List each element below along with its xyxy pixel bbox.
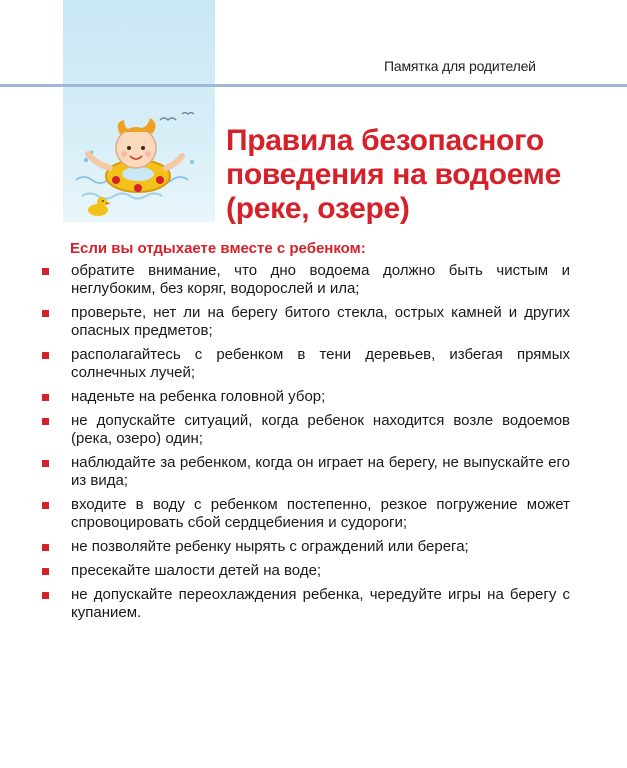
list-item [42, 496, 570, 532]
red-square-bullet-icon [42, 568, 49, 575]
list-item [42, 412, 570, 448]
header-label: Памятка для родителей [384, 58, 536, 74]
rule-text: входите в воду с ребенком постепенно, резкое погружение может спровоцировать сбой сердцебиения и судороги; [71, 496, 570, 531]
title-line: поведения на водоеме [226, 158, 561, 191]
rule-text: наблюдайте за ребенком, когда он играет на берегу, не выпускайте его из вида; [71, 454, 570, 489]
list-item [42, 346, 570, 382]
rule-text: проверьте, нет ли на берегу битого стекла, острых камней и других опасных предметов; [71, 304, 570, 339]
red-square-bullet-icon [42, 352, 49, 359]
red-square-bullet-icon [42, 544, 49, 551]
red-square-bullet-icon [42, 502, 49, 509]
list-item [42, 586, 570, 622]
list-item [42, 304, 570, 340]
red-square-bullet-icon [42, 268, 49, 275]
red-square-bullet-icon [42, 592, 49, 599]
list-item [42, 538, 570, 556]
red-square-bullet-icon [42, 418, 49, 425]
rule-text: не допускайте ситуаций, когда ребенок находится возле водоемов (река, озеро) один; [71, 412, 570, 447]
red-square-bullet-icon [42, 394, 49, 401]
header-divider [0, 84, 627, 87]
title-line: Правила безопасного [226, 124, 544, 157]
list-item [42, 562, 570, 580]
rule-text: пресекайте шалости детей на воде; [71, 562, 322, 579]
rule-text: обратите внимание, что дно водоема должно быть чистым и неглубоким, без коряг, водорослей и ила; [71, 262, 570, 297]
red-square-bullet-icon [42, 460, 49, 467]
page-title [226, 124, 606, 226]
rule-text: не позволяйте ребенку нырять с ограждений или берега; [71, 538, 469, 555]
list-item [42, 454, 570, 490]
rule-text: наденьте на ребенка головной убор; [71, 388, 326, 405]
title-line: (реке, озере) [226, 192, 410, 225]
rule-text: располагайтесь с ребенком в тени деревьев, избегая прямых солнечных лучей; [71, 346, 570, 381]
child-swimming-with-ring-icon [72, 110, 212, 222]
list-item [42, 262, 570, 298]
rule-text: не допускайте переохлаждения ребенка, чередуйте игры на берегу с купанием. [71, 586, 570, 621]
rules-list [42, 262, 570, 628]
intro-heading: Если вы отдыхаете вместе с ребенком: [70, 240, 366, 257]
red-square-bullet-icon [42, 310, 49, 317]
list-item [42, 388, 570, 406]
